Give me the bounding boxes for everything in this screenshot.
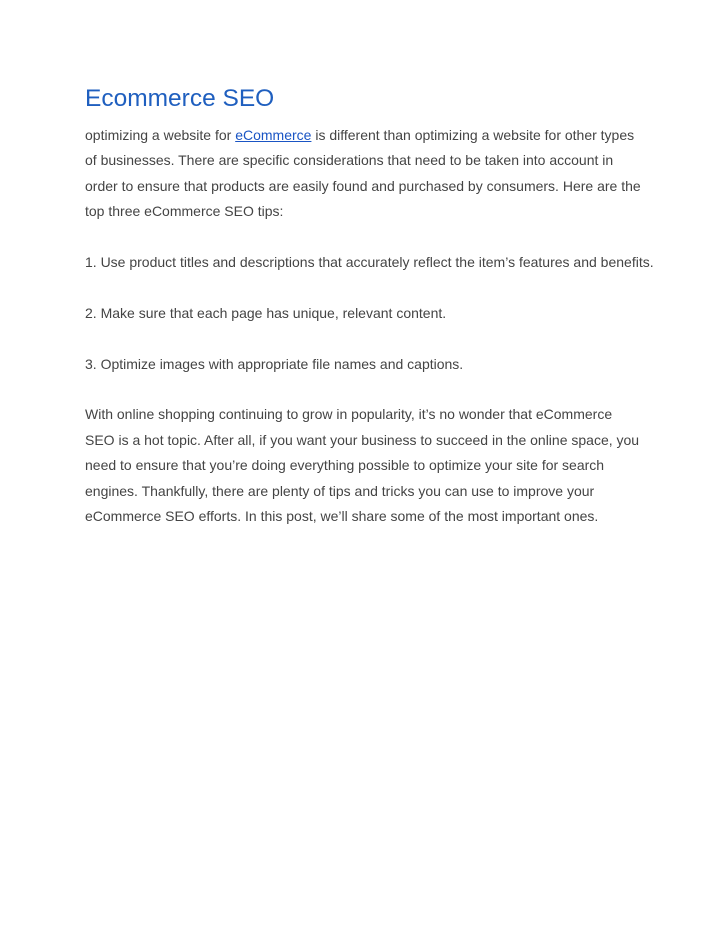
page-title: Ecommerce SEO [85,85,275,112]
ecommerce-link[interactable]: eCommerce [235,127,312,143]
document-body [85,84,654,529]
tip-item-1: 1. Use product titles and descriptions that accurately reflect the item’s features and benefits. [85,254,654,271]
intro-text-start: optimizing a website for [85,127,236,143]
tip-item-2: 2. Make sure that each page has unique, relevant content. [85,304,447,321]
closing-paragraph: With online shopping continuing to grow in popularity, it’s no wonder that eCommerce SEO is a hot topic. After all, if you want your business to succeed in the online space, you need to ensure that you’re doing everything possible to optimize your site for search engines. Thankfully, there are plenty of tips and tricks you can use to improve your eCommerce SEO efforts. In this post, we’ll share some of the most important ones. [85,406,640,525]
tip-item-3: 3. Optimize images with appropriate file names and captions. [85,355,464,372]
intro-paragraph [85,123,645,225]
intro-text-end: is different than optimizing a website for other types of businesses. There are specific considerations that need to be taken into account in order to ensure that products are easily found and purchased by consumers. Here are the top three eCommerce SEO tips: [85,127,641,220]
